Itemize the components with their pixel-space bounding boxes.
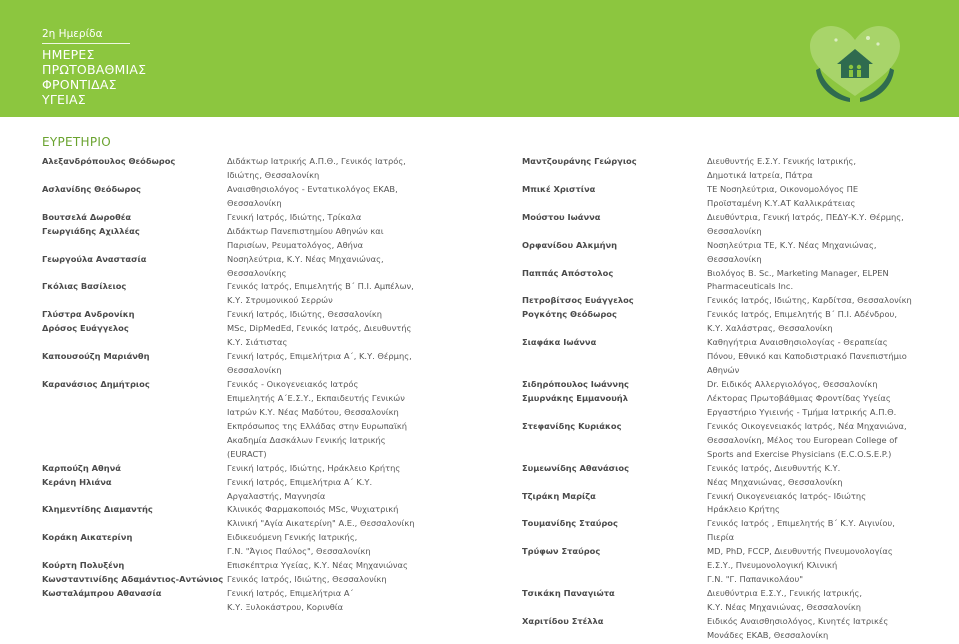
index-description: Θεσσαλονίκη, Μέλος του European College of bbox=[707, 434, 898, 445]
index-name: Τσικάκη Παναγιώτα bbox=[522, 588, 615, 599]
index-description: Ειδικός Αναισθησιολόγος, Κινητές Ιατρικές bbox=[707, 615, 889, 626]
left-names-column bbox=[42, 155, 223, 601]
index-description: Εκπρόσωπος της Ελλάδας στην Ευρωπαϊκή bbox=[227, 420, 408, 431]
index-name: Τζιράκη Μαρίζα bbox=[522, 490, 596, 501]
header-title-line-1: ΗΜΕΡΕΣ bbox=[42, 47, 95, 62]
index-description: Θεσσαλονίκη bbox=[707, 253, 762, 264]
index-name: Καρπούζη Αθηνά bbox=[42, 462, 122, 473]
index-description: Νοσηλεύτρια ΤΕ, Κ.Υ. Νέας Μηχανιώνας, bbox=[707, 239, 877, 250]
index-name bbox=[522, 169, 637, 183]
index-name: Κεράνη Ηλιάνα bbox=[42, 476, 112, 487]
index-description: Διευθυντής Ε.Σ.Υ. Γενικής Ιατρικής, bbox=[707, 156, 856, 166]
header-day: 2η Ημερίδα bbox=[42, 28, 103, 40]
index-name bbox=[42, 364, 223, 378]
index-name: Γλύστρα Ανδρονίκη bbox=[42, 309, 135, 320]
index-name bbox=[522, 350, 637, 364]
index-name: Δρόσος Ευάγγελος bbox=[42, 323, 129, 334]
index-description: Διδάκτωρ Πανεπιστημίου Αθηνών και bbox=[227, 225, 384, 236]
index-description: Dr. Ειδικός Αλλεργιολόγος, Θεσσαλονίκη bbox=[707, 379, 878, 389]
index-description: Κ.Υ. Χαλάστρας, Θεσσαλονίκη bbox=[707, 323, 833, 334]
index-name bbox=[522, 601, 637, 615]
index-description: Γ.Ν. "Γ. Παπανικολάου" bbox=[707, 574, 804, 585]
right-descriptions-column bbox=[707, 155, 912, 643]
index-description: Γενική Ιατρός, Επιμελήτρια Α΄, Κ.Υ. Θέρμης, bbox=[227, 351, 412, 362]
index-description: Παρισίων, Ρευματολόγος, Αθήνα bbox=[227, 239, 364, 250]
index-description: Αθηνών bbox=[707, 365, 740, 376]
index-name: Σιδηρόπουλος Ιωάννης bbox=[522, 379, 629, 389]
index-name bbox=[42, 406, 223, 420]
index-description: Επιμελητής Α΄Ε.Σ.Υ., Εκπαιδευτής Γενικών bbox=[227, 392, 405, 403]
index-description: Πιερία bbox=[707, 532, 735, 543]
index-description: Γενική Ιατρός, Επιμελήτρια Α΄ Κ.Υ. bbox=[227, 476, 373, 487]
index-description: Γενικός Ιατρός , Επιμελητής Β΄ Κ.Υ. Αιγινίου, bbox=[707, 518, 895, 529]
index-description: Επισκέπτρια Υγείας, Κ.Υ. Νέας Μηχανιώνας bbox=[227, 560, 408, 571]
header-title-line-3: ΦΡΟΝΤΙΔΑΣ bbox=[42, 77, 117, 92]
index-name: Γκόλιας Βασίλειος bbox=[42, 281, 127, 292]
index-description: Λέκτορας Πρωτοβάθμιας Φροντίδας Υγείας bbox=[707, 392, 891, 403]
index-description: (EURACT) bbox=[227, 448, 267, 459]
index-description: Γενική Ιατρός, Ιδιώτης, Θεσσαλονίκη bbox=[227, 309, 382, 320]
index-name: Γεωργιάδης Αχιλλέας bbox=[42, 225, 140, 236]
index-name bbox=[42, 434, 223, 448]
index-description: Γ.Ν. "Άγιος Παύλος", Θεσσαλονίκη bbox=[227, 546, 371, 557]
header-title-line-2: ΠΡΩΤΟΒΑΘΜΙΑΣ bbox=[42, 62, 147, 77]
index-name: Ορφανίδου Αλκμήνη bbox=[522, 239, 618, 250]
index-name bbox=[522, 406, 637, 420]
index-description: Νέας Μηχανιώνας, Θεσσαλονίκη bbox=[707, 476, 843, 487]
index-description: Διευθύντρια, Γενική Ιατρός, ΠΕΔΥ-Κ.Υ. Θέρμης, bbox=[707, 211, 904, 222]
index-name bbox=[42, 490, 223, 504]
index-name: Κωνσταντινίδης Αδαμάντιος-Αντώνιος bbox=[42, 574, 224, 585]
index-name bbox=[42, 420, 223, 434]
index-description: Ειδικευόμενη Γενικής Ιατρικής, bbox=[227, 532, 358, 543]
index-description: Αργαλαστής, Μαγνησία bbox=[227, 490, 326, 501]
index-name bbox=[522, 364, 637, 378]
index-name: Βουτσελά Δωροθέα bbox=[42, 211, 132, 222]
index-description: Κλινική "Αγία Αικατερίνη" Α.Ε., Θεσσαλονίκη bbox=[227, 518, 415, 529]
index-name bbox=[42, 517, 223, 531]
index-description: Θεσσαλονίκης bbox=[227, 267, 287, 278]
index-name bbox=[522, 197, 637, 211]
index-description: Sports and Exercise Physicians (E.C.O.S.E.P.) bbox=[707, 448, 892, 459]
index-name: Καρανάσιος Δημήτριος bbox=[42, 379, 150, 389]
index-description: Γενική Ιατρός, Ιδιώτης, Ηράκλειο Κρήτης bbox=[227, 462, 401, 473]
index-name bbox=[42, 239, 223, 253]
index-name: Συμεωνίδης Αθανάσιος bbox=[522, 462, 629, 473]
index-name: Κωσταλάμπρου Αθανασία bbox=[42, 588, 162, 599]
index-name: Παππάς Απόστολος bbox=[522, 267, 614, 278]
index-name bbox=[42, 294, 223, 308]
left-descriptions-column bbox=[227, 155, 415, 615]
index-description: Προϊσταμένη Κ.Υ.ΑΤ Καλλικράτειας bbox=[707, 197, 856, 208]
index-description: Γενικός Ιατρός, Διευθυντής Κ.Υ. bbox=[707, 462, 841, 473]
index-name bbox=[522, 476, 637, 490]
index-description: Κ.Υ. Ξυλοκάστρου, Κορινθία bbox=[227, 602, 344, 612]
index-name: Τουμανίδης Σταύρος bbox=[522, 518, 618, 529]
index-name: Κλημεντίδης Διαμαντής bbox=[42, 504, 153, 515]
index-description: Καθηγήτρια Αναισθησιολογίας - Θεραπείας bbox=[707, 337, 888, 348]
index-name: Μαντζουράνης Γεώργιος bbox=[522, 156, 637, 166]
index-description: Pharmaceuticals Inc. bbox=[707, 281, 794, 292]
index-name: Καπουσούζη Μαριάνθη bbox=[42, 351, 150, 362]
index-description: Γενική Οικογενειακός Ιατρός- Ιδιώτης bbox=[707, 490, 867, 501]
index-name bbox=[522, 448, 637, 462]
index-name: Πετροβίτσος Ευάγγελος bbox=[522, 295, 634, 306]
index-description: Βιολόγος Β. Sc., Marketing Manager, ELPEN bbox=[707, 267, 889, 278]
index-description: Γενικός Ιατρός, Ιδιώτης, Θεσσαλονίκη bbox=[227, 574, 387, 585]
index-name bbox=[522, 280, 637, 294]
index-description: Γενικός Οικογενειακός Ιατρός, Νέα Μηχανιώνα, bbox=[707, 420, 907, 431]
index-name: Μπικέ Χριστίνα bbox=[522, 183, 596, 194]
index-description: Δημοτικά Ιατρεία, Πάτρα bbox=[707, 169, 813, 180]
header-banner bbox=[0, 0, 959, 117]
header-title-block bbox=[42, 28, 146, 107]
index-description: Ιατρών Κ.Υ. Νέας Μαδύτου, Θεσσαλονίκη bbox=[227, 406, 399, 417]
index-name: Σιαφάκα Ιωάννα bbox=[522, 337, 597, 348]
index-description: Ιδιώτης, Θεσσαλονίκη bbox=[227, 169, 320, 180]
index-title: ΕΥΡΕΤΗΡΙΟ bbox=[42, 135, 112, 149]
index-name: Σμυρνάκης Εμμανουήλ bbox=[522, 392, 628, 403]
index-description: Αναισθησιολόγος - Εντατικολόγος ΕΚΑΒ, bbox=[227, 183, 398, 194]
index-description: Κλινικός Φαρμακοποιός MSc, Ψυχιατρική bbox=[227, 504, 399, 515]
index-name bbox=[522, 434, 637, 448]
index-name bbox=[522, 559, 637, 573]
index-description: Θεσσαλονίκη bbox=[227, 197, 282, 208]
index-name bbox=[42, 336, 223, 350]
index-description: Γενική Ιατρός, Ιδιώτης, Τρίκαλα bbox=[227, 211, 362, 222]
index-name bbox=[522, 573, 637, 587]
index-name bbox=[522, 531, 637, 545]
right-names-column bbox=[522, 155, 637, 629]
index-name bbox=[522, 503, 637, 517]
index-description: Ηράκλειο Κρήτης bbox=[707, 504, 780, 515]
index-name: Τρύφων Σταύρος bbox=[522, 546, 601, 557]
index-name bbox=[522, 225, 637, 239]
index-name bbox=[522, 322, 637, 336]
index-description: MSc, DipMedEd, Γενικός Ιατρός, Διευθυντής bbox=[227, 323, 412, 334]
index-description: ΤΕ Νοσηλεύτρια, Οικονομολόγος ΠΕ bbox=[707, 183, 859, 194]
index-description: Ε.Σ.Υ., Πνευμονολογική Κλινική bbox=[707, 560, 838, 571]
index-description: Ακαδημία Δασκάλων Γενικής Ιατρικής bbox=[227, 434, 386, 445]
index-name bbox=[42, 448, 223, 462]
index-name: Ρογκότης Θεόδωρος bbox=[522, 309, 617, 320]
index-description: Διευθύντρια Ε.Σ.Υ., Γενικής Ιατρικής, bbox=[707, 588, 863, 599]
index-name: Στεφανίδης Κυριάκος bbox=[522, 420, 622, 431]
index-description: Κ.Υ. Στρυμονικού Σερρών bbox=[227, 295, 333, 306]
index-name bbox=[42, 197, 223, 211]
index-description: Γενικός Ιατρός, Επιμελητής Β΄ Π.Ι. Αμπέλων, bbox=[227, 281, 414, 292]
index-name bbox=[42, 392, 223, 406]
index-description: Κ.Υ. Νέας Μηχανιώνας, Θεσσαλονίκη bbox=[707, 602, 861, 612]
index-name bbox=[42, 545, 223, 559]
index-description: Μονάδες ΕΚΑΒ, Θεσσαλονίκη bbox=[707, 629, 829, 640]
index-description: Θεσσαλονίκη bbox=[707, 225, 762, 236]
index-description: Θεσσαλονίκη bbox=[227, 365, 282, 376]
index-description: MD, PhD, FCCP, Διευθυντής Πνευμονολογίας bbox=[707, 546, 893, 557]
index-description: Πόνου, Εθνικό και Καποδιστριακό Πανεπιστήμιο bbox=[707, 351, 907, 362]
header-rule bbox=[42, 43, 130, 44]
index-description: Διδάκτωρ Ιατρικής Α.Π.Θ., Γενικός Ιατρός, bbox=[227, 156, 406, 166]
index-description: Γενικός - Οικογενειακός Ιατρός bbox=[227, 379, 359, 389]
index-name: Κοράκη Αικατερίνη bbox=[42, 532, 133, 543]
index-description: Γενικός Ιατρός, Επιμελητής Β΄ Π.Ι. Αδένδρου, bbox=[707, 309, 897, 320]
index-name: Γεωργούλα Αναστασία bbox=[42, 253, 147, 264]
index-name: Κούρτη Πολυξένη bbox=[42, 560, 125, 571]
index-description: Γενική Ιατρός, Επιμελήτρια Α΄ bbox=[227, 588, 354, 599]
header-title-line-4: ΥΓΕΙΑΣ bbox=[42, 92, 86, 107]
index-name: Χαριτίδου Στέλλα bbox=[522, 615, 604, 626]
care-logo-icon bbox=[806, 24, 904, 104]
index-name bbox=[522, 253, 637, 267]
index-name: Μούστου Ιωάννα bbox=[522, 211, 601, 222]
index-description: Νοσηλεύτρια, Κ.Υ. Νέας Μηχανιώνας, bbox=[227, 253, 384, 264]
index-name: Ασλανίδης Θεόδωρος bbox=[42, 183, 141, 194]
index-name: Αλεξανδρόπουλος Θεόδωρος bbox=[42, 156, 176, 166]
index-description: Εργαστήριο Υγιεινής - Τμήμα Ιατρικής Α.Π.Θ. bbox=[707, 406, 897, 417]
index-description: Γενικός Ιατρός, Ιδιώτης, Καρδίτσα, Θεσσαλονίκη bbox=[707, 295, 912, 306]
index-description: Κ.Υ. Σιάτιστας bbox=[227, 337, 288, 348]
index-name bbox=[42, 267, 223, 281]
index-name bbox=[42, 169, 223, 183]
